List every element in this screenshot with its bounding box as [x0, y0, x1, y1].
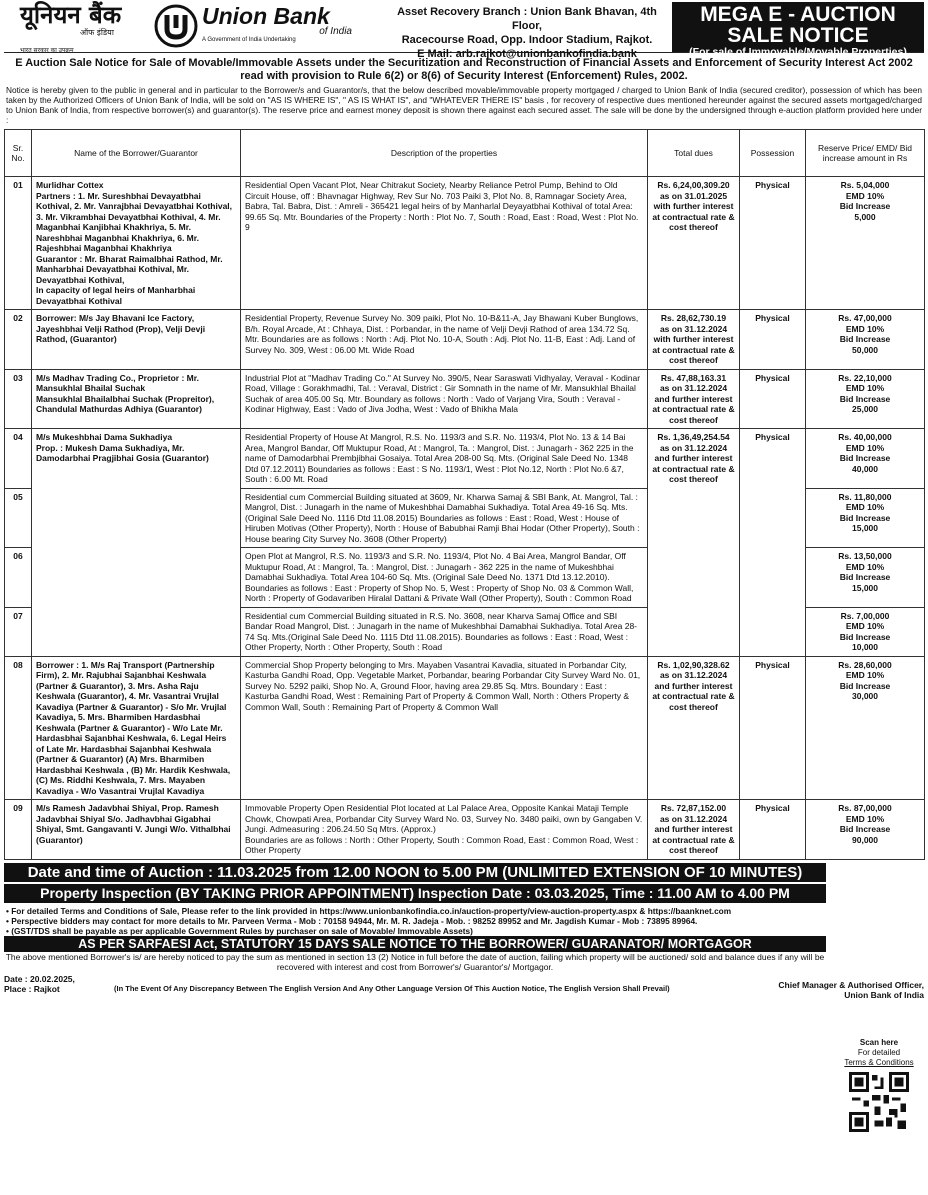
branch-line-2: Racecourse Road, Opp. Indoor Stadium, Rajkot.	[401, 34, 653, 46]
header	[4, 0, 924, 60]
union-bank-logo-icon	[154, 4, 198, 48]
table-header-row	[5, 130, 925, 177]
hindi-bank-name: यूनियन बैंक	[20, 0, 122, 29]
description-cell: Industrial Plot at "Madhav Trading Co." At Survey No. 390/5, Near Saraswati Vidhyalay, Veraval - Kodinar Road, Village : Gorakhmadhi, Tal. : Veraval, District : Gir Somnath in the name of Mr. Mansukhlal Bhailal Suchak of area 405.00 Sq. Mtr. Boundary as follows : North : Vado of Varjang Vira, South : Veraval - Kodinar Highway, East : Vado of Jiva Jodha, West : Vado of Bhikha Mala	[241, 369, 648, 429]
notice-place: Place : Rajkot	[4, 984, 60, 994]
possession-cell: Physical	[740, 656, 806, 800]
col-header-reserve: Reserve Price/ EMD/ Bid increase amount in Rs	[806, 130, 925, 177]
terms-bullets	[6, 906, 826, 936]
possession-cell: Physical	[740, 177, 806, 310]
sr-cell: 08	[5, 656, 32, 800]
borrower-cell: M/s Mukeshbhai Dama Sukhadiya Prop. : Mukesh Dama Sukhadiya, Mr. Damodarbhai Pragjibhai Gosia (Guarantor)	[32, 429, 241, 657]
sr-cell: 04	[5, 429, 32, 489]
english-bank-tag: A Government of India Undertaking	[202, 37, 296, 43]
terms-bullet: • For detailed Terms and Conditions of Sale, Please refer to the link provided in https://www.unionbankofindia.co.in/auction-property/view-auction-property.aspx & https://baanknet.com	[6, 905, 732, 916]
sr-cell: 09	[5, 800, 32, 860]
branch-line-1: Asset Recovery Branch : Union Bank Bhavan, 4th Floor,	[397, 6, 657, 32]
auction-date-banner: Date and time of Auction : 11.03.2025 from 12.00 NOON to 5.00 PM (UNLIMITED EXTENSION OF 10 MINUTES)	[4, 863, 826, 882]
col-header-name: Name of the Borrower/Guarantor	[32, 130, 241, 177]
table-row	[5, 429, 925, 489]
scan-line-1: Scan here	[859, 1038, 899, 1047]
reserve-cell: Rs. 28,60,000 EMD 10% Bid Increase 30,000	[806, 656, 925, 800]
date-place	[4, 974, 114, 1001]
hindi-logo	[4, 2, 154, 52]
borrower-cell: Borrower : 1. M/s Raj Transport (Partnership Firm), 2. Mr. Rajubhai Sajanbhai Keshwala (Partner & Guarantor), 3. Mrs. Asha Raju Keshwala (Guarantor), 4. Mr. Vasantrai Vrujlal Kavadiya (Partner & Guarantor) - S/o Mr. Vrujlal Kavadiya, 5. Mrs. Bharmiben Hardasbhai Keshwala (Partner & Guarantor) - W/o Late Mr. Hardasbhai Sajanbhai Keshwala, 6. Legal Heirs of Late Mr. Hardasbhai Sajanbhai Keshwala (Partner & Guarantor) (A) Mrs. Bharmiben Hardasbhai Keshwala , (B) Mr. Hardik Keshwala, (C) Ms. Riddhi Keshwala, 7. Mrs. Mayaben Kavadiya - W/o Vasantrai Vrujlal Kavadiya	[32, 656, 241, 800]
hindi-bank-tag: भारत सरकार का उपक्रम	[20, 47, 74, 54]
branch-address	[382, 2, 672, 60]
sarfaesi-banner: AS PER SARFAESI Act, STATUTORY 15 DAYS SALE NOTICE TO THE BORROWER/ GUARANATOR/ MORTGAGOR	[4, 936, 826, 952]
col-header-sr: Sr. No.	[5, 130, 32, 177]
col-header-dues: Total dues	[648, 130, 740, 177]
signatory-title: Chief Manager & Authorised Officer,	[778, 979, 924, 990]
possession-cell: Physical	[740, 429, 806, 657]
dues-cell: Rs. 47,88,163.31 as on 31.12.2024 and further interest at contractual rate & cost thereof	[648, 369, 740, 429]
dues-cell: Rs. 72,87,152.00 as on 31.12.2024 and further interest at contractual rate & cost thereof	[648, 800, 740, 860]
reserve-cell: Rs. 7,00,000 EMD 10% Bid Increase 10,000	[806, 607, 925, 656]
reserve-cell: Rs. 5,04,000 EMD 10% Bid Increase 5,000	[806, 177, 925, 310]
branch-email: E Mail: arb.rajkot@unionbankofindia.bank	[417, 48, 637, 60]
table-row	[5, 369, 925, 429]
dues-cell: Rs. 6,24,00,309.20 as on 31.01.2025 with further interest at contractual rate & cost thereof	[648, 177, 740, 310]
table-row	[5, 310, 925, 370]
scan-line-3: Terms & Conditions	[844, 1058, 914, 1067]
reserve-cell: Rs. 40,00,000 EMD 10% Bid Increase 40,000	[806, 429, 925, 489]
borrower-cell: Borrower: M/s Jay Bhavani Ice Factory, Jayeshbhai Velji Rathod (Prop), Velji Devji Rathod, (Guarantor)	[32, 310, 241, 370]
reserve-cell: Rs. 11,80,000 EMD 10% Bid Increase 15,000	[806, 488, 925, 548]
possession-cell: Physical	[740, 310, 806, 370]
signatory-bank: Union Bank of India	[844, 990, 924, 1000]
english-bank-name: Union Bank	[202, 3, 330, 29]
description-cell: Residential Open Vacant Plot, Near Chitrakut Society, Nearby Reliance Petrol Pump, Behind to Old Circuit House, off : Bhavnagar Highway, Rev Sur No. 703 Paiki 3, Plot No. 8, Ramnagar Society Area, Babra, Tal. Babra, Dist. : Amreli - 365421 legal heirs of by Manharlal Deyayatbhai Kothival of total Area: 99.65 Sq. Mtr. Boundaries of the Property : North : Plot No. 7, South : Road, East : Road, West : Plot No. 9	[241, 177, 648, 310]
sr-cell: 03	[5, 369, 32, 429]
sarfaesi-notice: The above mentioned Borrower's is/ are hereby noticed to pay the sum as mentioned in section 13 (2) Notice in full before the date of auction, failing which property will be auctioned/ sold and balance dues if any will be recovered with interest and cost from Borrower's/ Guarantor's/ Mortgagor.	[5, 951, 825, 972]
reserve-cell: Rs. 22,10,000 EMD 10% Bid Increase 25,000	[806, 369, 925, 429]
dues-cell: Rs. 1,02,90,328.62 as on 31.12.2024 and further interest at contractual rate & cost thereof	[648, 656, 740, 800]
english-bank-sub: of India	[319, 26, 352, 37]
borrower-cell: M/s Madhav Trading Co., Proprietor : Mr. Mansukhlal Bhailal Suchak Mansukhlal Bhailalbhai Suchak (Propreitor), Chandulal Mathurdas Adhiya (Guarantor)	[32, 369, 241, 429]
sr-cell: 06	[5, 548, 32, 608]
footer	[4, 974, 924, 1001]
possession-cell: Physical	[740, 800, 806, 860]
mega-title-sub: (For sale of Immovable/Movable Properties)	[689, 46, 907, 58]
dues-cell: Rs. 1,36,49,254.54 as on 31.12.2024 and further interest at contractual rate & cost thereof	[648, 429, 740, 657]
intro-heading-line-2: read with provision to Rule 6(2) or 8(6) of Security Interest (Enforcement) Rules, 2002.	[240, 70, 688, 82]
auction-notice-page	[4, 2, 924, 1191]
language-disclaimer: (In The Event Of Any Discrepancy Between The English Version And Any Other Language Version Of This Auction Notice, The English Version Shall Prevail)	[114, 983, 670, 993]
dues-cell: Rs. 28,62,730.19 as on 31.12.2024 with further interest at contractual rate & cost thereof	[648, 310, 740, 370]
property-table	[4, 129, 925, 860]
table-row	[5, 800, 925, 860]
description-cell: Residential cum Commercial Building situated in R.S. No. 3608, near Kharva Samaj Office and SBI Bandar Road Mangrol, Dist. : Junagarh in the name of Mukeshbhai Damabhai Sukhadiya. Total Area 28-74 Sq. Mts.(Original Sale Deed No. 1115 Dtd 11.08.2015). Boundaries as follows : East : Road, West : Other Property, North : Other Property, South : Road	[241, 607, 648, 656]
notice-date: Date : 20.02.2025,	[4, 973, 75, 984]
scan-qr-block	[834, 1038, 924, 1139]
col-header-possession: Possession	[740, 130, 806, 177]
col-header-description: Description of the properties	[241, 130, 648, 177]
table-body	[5, 177, 925, 860]
intro-body: Notice is hereby given to the public in general and in particular to the Borrower/s and Guarantor/s, that the below described movable/immovable property mortgaged / charged to Union Bank of India (secured creditor), possession of which has been taken by the Authorized Officers of Union Bank of India, will be sold on "AS IS WHERE IS", " AS IS WHAT IS", and "WHATEVER THERE IS" basis , for recovery of respective dues mentioned hereunder against the secured assets mortgaged/charged to Union Bank of India, from respective borrower(s) and guarantor(s). The reserve price and earnest money deposit is shown there against each secured asset. The sale will be done by the undersigned through e-auction platform provided here under :	[6, 85, 922, 125]
intro-heading	[4, 57, 924, 83]
description-cell: Open Plot at Mangrol, R.S. No. 1193/3 and S.R. No. 1193/4, Plot No. 4 Bai Area, Mangrol Bandar, Off Muktupur Road, At : Mangrol, Ta. : Mangrol, Dist. : Junagarh - 362 225 in the name of Mukeshbhai Damabhai Sukhadiya. Total Area 104-60 Sq. Mts. (Original Sale Deed No. 1371 Dtd 13.12.2010). Boundaries as follows : East : Property of Shop No. 5, West : Property of Shop No. 03 & Common Wall, North : Property of Godavariben Hiralal Dattani & Private Wall (Other Property), South : Common Road	[241, 548, 648, 608]
possession-cell: Physical	[740, 369, 806, 429]
scan-line-2: For detailed	[857, 1048, 901, 1057]
description-cell: Immovable Property Open Residential Plot located at Lal Palace Area, Opposite Kankai Mataji Temple Chowk, Chowpati Area, Porbandar City Survey Ward No. 03, Survey No. 3480 paiki, own by Gangaben V. Jungi. Admeasuring : 206.24.50 Sq Mtrs. (Approx.) Boundaries are as follows : North : Other Property, South : Common Road, East : Common Road, West : Other Property	[241, 800, 648, 860]
sr-cell: 02	[5, 310, 32, 370]
contact-bullet: • Perspective bidders may contact for more details to Mr. Parveen Verma - Mob : 70158 94944, Mr. M. R. Jadeja - Mob. : 98252 89952 and Mr. Jagdish Kumar - Mob : 73895 89964.	[6, 915, 698, 926]
mega-title-line-1: MEGA E - AUCTION	[700, 3, 896, 26]
signatory	[744, 974, 924, 1001]
mega-title-line-2: SALE NOTICE	[727, 24, 869, 47]
sr-cell: 07	[5, 607, 32, 656]
qr-code-icon[interactable]	[849, 1072, 909, 1132]
description-cell: Commercial Shop Property belonging to Mrs. Mayaben Vasantrai Kavadia, situated in Porbandar City, Kasturba Gandhi Road, Opp. Vegetable Market, Porbandar, bearing Porbandar City Survey Ward No. 01, Survey No. 5292 paiki, Shop No. A, Ground Floor, having area 29.85 Sq. Mtrs. Boundary : East : Kasturba Gandhi Road, West : Remaining Part of Property & Common Wall, North : Others Property & Common Wall, South : Remaining Part of Property & Common Wall	[241, 656, 648, 800]
english-logo	[198, 2, 382, 52]
inspection-banner: Property Inspection (BY TAKING PRIOR APPOINTMENT) Inspection Date : 03.03.2025, Time : 11.00 AM to 4.00 PM	[4, 884, 826, 903]
hindi-bank-sub: ऑफ इंडिया	[80, 28, 114, 37]
sr-cell: 01	[5, 177, 32, 310]
sr-cell: 05	[5, 488, 32, 548]
auction-banners	[4, 863, 826, 903]
table-row	[5, 177, 925, 310]
description-cell: Residential Property of House At Mangrol, R.S. No. 1193/3 and S.R. No. 1193/4, Plot No. 13 & 14 Bai Area, Mangrol Bandar, Off Muktupur Road, At : Mangrol, Ta. : Mangrol, Dist. : Junagarh - 362 225 in the name of Damodarbhai Prembjibhai Gosaiya. Total Area 208-00 Sq. Mts. (Original Sale Deed No. 1348 Dtd 07.12.2011) Boundaries as follows : East : S No. 1193/1, West : Plot No.12, North : Plot No.6 &7, South : 6.00 Mt. Road	[241, 429, 648, 489]
mega-auction-title	[672, 2, 924, 58]
description-cell: Residential Property, Revenue Survey No. 309 paiki, Plot No. 10-B&11-A, Jay Bhawani Kuber Bunglows, B/h. Royal Arcade, At : Chhaya, Dist. : Porbandar, in the name of Velji Devji Rathod of area 134.72 Sq. Mtr. Boundaries are as follows : North : Adj. Plot No. 10-A, South : Adj. Plot No. 11-B, East : Adj. Land of Survey No. 309, West : 06.00 Mt. Wide Road	[241, 310, 648, 370]
reserve-cell: Rs. 47,00,000 EMD 10% Bid Increase 50,000	[806, 310, 925, 370]
borrower-cell: M/s Ramesh Jadavbhai Shiyal, Prop. Ramesh Jadavbhai Shiyal S/o. Jadhavbhai Gigabhai Shiyal, Smt. Gangavanti V. Jungi W/o. Vithalbhai (Guarantor)	[32, 800, 241, 860]
intro-heading-line-1: E Auction Sale Notice for Sale of Movable/Immovable Assets under the Securitization and Reconstruction of Financial Assets and Enforcement of Security Interest Act 2002	[15, 57, 913, 69]
reserve-cell: Rs. 87,00,000 EMD 10% Bid Increase 90,000	[806, 800, 925, 860]
table-row	[5, 656, 925, 800]
description-cell: Residential cum Commercial Building situated at 3609, Nr. Kharwa Samaj & SBI Bank, At. Mangrol, Tal. : Mangrol, Dist. : Junagarh in the name of Mukeshbhai Damabhai Sukhadiya. Total Area 49-16 Sq. Mts. (Original Sale Deed No. 1116 Dtd 11.08.2015) Boundaries as follows : East : Road, West : House of Hiruben Motivas (Other Property), North : House of Babubhai Ramji Bhai Hodar (Other Property), South : House bearing City Survey No. 3608 (Other Property)	[241, 488, 648, 548]
reserve-cell: Rs. 13,50,000 EMD 10% Bid Increase 15,000	[806, 548, 925, 608]
borrower-cell: Murlidhar Cottex Partners : 1. Mr. Sureshbhai Devayatbhai Kothival, 2. Mr. Vanrajbhai Devayatbhai Kothival, 3. Mr. Vikrambhai Devayatbhai Kothival, 4. Mr. Maganbhai Kanjibhai Khakhriya, 5. Mr. Nareshbhai Maganbhai Khakhriya, 6. Mr. Rajeshbhai Maganbhai Khakhriya Guarantor : Mr. Bharat Raimalbhai Rathod, Mr. Manharbhai Devayatbhai Kothival, Mr. Devayatbhai Kothival, In capacity of legal heirs of Manharbhai Devayatbhai Kothival	[32, 177, 241, 310]
gst-bullet: • (GST/TDS shall be payable as per applicable Government Rules by purchaser on sale of Movable/ Immovable Assets)	[6, 925, 473, 936]
